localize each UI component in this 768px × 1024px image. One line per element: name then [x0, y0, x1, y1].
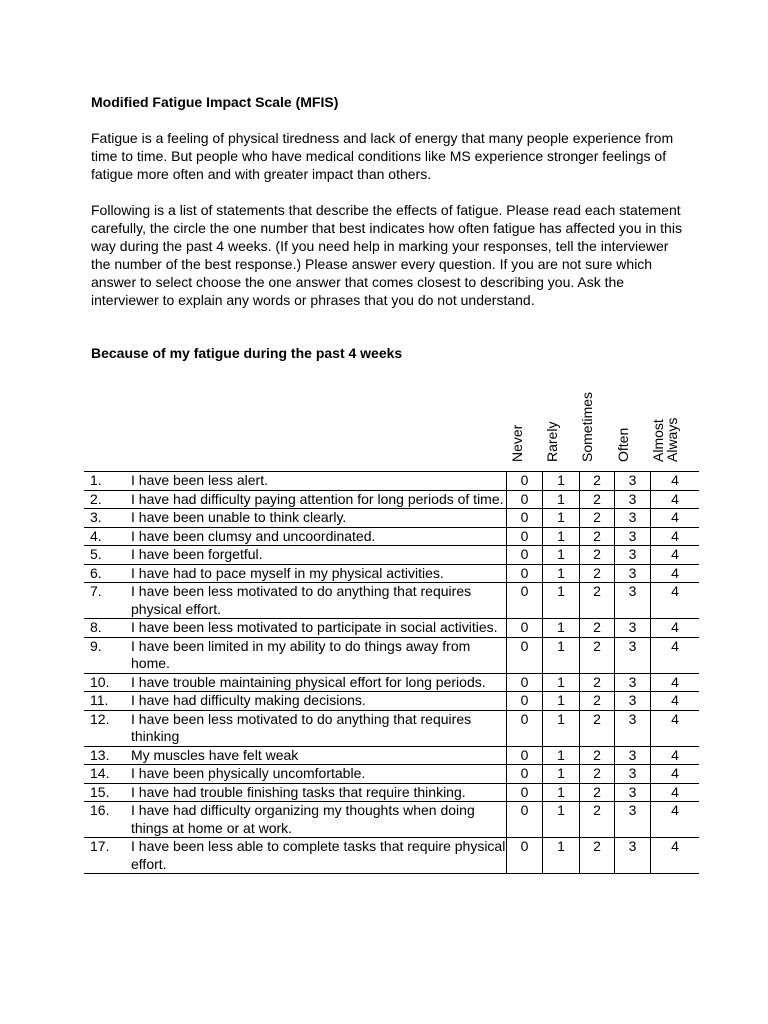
response-option-1[interactable]: 1 — [543, 746, 580, 765]
response-option-3[interactable]: 3 — [615, 583, 651, 619]
item-number: 12. — [84, 710, 131, 746]
table-row — [84, 838, 699, 874]
table-row — [84, 619, 699, 638]
response-option-1[interactable]: 1 — [543, 765, 580, 784]
item-statement: I have been less motivated to do anything that requires thinking — [131, 710, 507, 746]
response-option-2[interactable]: 2 — [580, 546, 615, 565]
response-option-2[interactable]: 2 — [580, 619, 615, 638]
response-option-3[interactable]: 3 — [615, 838, 651, 874]
response-option-3[interactable]: 3 — [615, 746, 651, 765]
response-option-3[interactable]: 3 — [615, 472, 651, 491]
response-option-3[interactable]: 3 — [615, 637, 651, 673]
response-option-1[interactable]: 1 — [543, 692, 580, 711]
response-option-0[interactable]: 0 — [507, 583, 543, 619]
response-option-0[interactable]: 0 — [507, 490, 543, 509]
response-option-0[interactable]: 0 — [507, 619, 543, 638]
response-option-1[interactable]: 1 — [543, 583, 580, 619]
response-option-3[interactable]: 3 — [615, 564, 651, 583]
item-statement: I have had trouble finishing tasks that require thinking. — [131, 783, 507, 802]
response-option-2[interactable]: 2 — [580, 527, 615, 546]
response-option-4[interactable]: 4 — [651, 490, 700, 509]
response-option-0[interactable]: 0 — [507, 710, 543, 746]
column-header-never-label: Never — [509, 424, 525, 462]
response-option-4[interactable]: 4 — [651, 710, 700, 746]
intro-paragraph: Fatigue is a feeling of physical tiredness and lack of energy that many people experience from time to time. But people who have medical conditions like MS experience stronger feelings of fatigue more often and with greater impact than others. — [91, 130, 674, 182]
item-number: 7. — [84, 583, 131, 619]
item-number: 1. — [84, 472, 131, 491]
response-option-0[interactable]: 0 — [507, 746, 543, 765]
response-option-2[interactable]: 2 — [580, 710, 615, 746]
response-option-1[interactable]: 1 — [543, 802, 580, 838]
response-option-4[interactable]: 4 — [651, 838, 700, 874]
item-number: 15. — [84, 783, 131, 802]
response-option-0[interactable]: 0 — [507, 472, 543, 491]
response-option-2[interactable]: 2 — [580, 490, 615, 509]
response-option-0[interactable]: 0 — [507, 509, 543, 528]
response-option-3[interactable]: 3 — [615, 802, 651, 838]
response-option-1[interactable]: 1 — [543, 564, 580, 583]
item-statement: I have been forgetful. — [131, 546, 507, 565]
response-option-2[interactable]: 2 — [580, 765, 615, 784]
response-option-4[interactable]: 4 — [651, 619, 700, 638]
response-option-0[interactable]: 0 — [507, 637, 543, 673]
response-option-4[interactable]: 4 — [651, 673, 700, 692]
response-option-2[interactable]: 2 — [580, 637, 615, 673]
response-option-3[interactable]: 3 — [615, 546, 651, 565]
column-header-always-label: Always — [664, 417, 680, 462]
response-option-4[interactable]: 4 — [651, 564, 700, 583]
response-option-1[interactable]: 1 — [543, 490, 580, 509]
item-statement: I have had difficulty making decisions. — [131, 692, 507, 711]
instructions-paragraph: Following is a list of statements that describe the effects of fatigue. Please read each statement carefully, the circle the one number that best indicates how often fatigue has affected you in this way during the past 4 weeks. (If you need help in marking your responses, tell the interviewer the number of the best response.) Please answer every question. If you are not sure which answer to select choose the one answer that comes closest to describing you. Ask the interviewer to explain any words or phrases that you do not understand. — [91, 202, 682, 308]
column-header-almost-label: Almost — [650, 419, 666, 462]
response-option-2[interactable]: 2 — [580, 692, 615, 711]
response-option-1[interactable]: 1 — [543, 619, 580, 638]
item-number: 16. — [84, 802, 131, 838]
response-option-0[interactable]: 0 — [507, 564, 543, 583]
response-option-1[interactable]: 1 — [543, 783, 580, 802]
response-option-2[interactable]: 2 — [580, 509, 615, 528]
item-statement: I have been clumsy and uncoordinated. — [131, 527, 507, 546]
table-row — [84, 710, 699, 746]
table-row — [84, 802, 699, 838]
response-option-4[interactable]: 4 — [651, 746, 700, 765]
response-option-2[interactable]: 2 — [580, 472, 615, 491]
response-option-4[interactable]: 4 — [651, 546, 700, 565]
table-row — [84, 637, 699, 673]
item-number: 14. — [84, 765, 131, 784]
response-option-1[interactable]: 1 — [543, 637, 580, 673]
response-option-4[interactable]: 4 — [651, 583, 700, 619]
fatigue-scale-table — [84, 471, 699, 874]
item-number: 9. — [84, 637, 131, 673]
response-option-2[interactable]: 2 — [580, 746, 615, 765]
response-option-3[interactable]: 3 — [615, 509, 651, 528]
item-statement: I have been limited in my ability to do things away from home. — [131, 637, 507, 673]
response-option-3[interactable]: 3 — [615, 765, 651, 784]
response-option-3[interactable]: 3 — [615, 783, 651, 802]
table-row — [84, 783, 699, 802]
response-option-0[interactable]: 0 — [507, 838, 543, 874]
response-option-4[interactable]: 4 — [651, 472, 700, 491]
response-option-3[interactable]: 3 — [615, 527, 651, 546]
response-option-1[interactable]: 1 — [543, 509, 580, 528]
item-number: 5. — [84, 546, 131, 565]
table-row — [84, 490, 699, 509]
response-option-3[interactable]: 3 — [615, 619, 651, 638]
item-number: 2. — [84, 490, 131, 509]
item-statement: I have had difficulty organizing my thoughts when doing things at home or at work. — [131, 802, 507, 838]
item-statement: My muscles have felt weak — [131, 746, 507, 765]
response-option-4[interactable]: 4 — [651, 527, 700, 546]
table-row — [84, 692, 699, 711]
response-option-4[interactable]: 4 — [651, 783, 700, 802]
response-option-0[interactable]: 0 — [507, 546, 543, 565]
table-row — [84, 546, 699, 565]
item-number: 6. — [84, 564, 131, 583]
response-option-1[interactable]: 1 — [543, 472, 580, 491]
table-row — [84, 765, 699, 784]
item-statement: I have been less able to complete tasks that require physical effort. — [131, 838, 506, 872]
table-row — [84, 746, 699, 765]
response-option-1[interactable]: 1 — [543, 673, 580, 692]
response-option-3[interactable]: 3 — [615, 692, 651, 711]
response-option-1[interactable]: 1 — [543, 546, 580, 565]
item-number: 8. — [84, 619, 131, 638]
section-subheading: Because of my fatigue during the past 4 weeks — [91, 345, 403, 361]
table-row — [84, 527, 699, 546]
response-option-4[interactable]: 4 — [651, 802, 700, 838]
item-number: 10. — [84, 673, 131, 692]
item-statement: I have been physically uncomfortable. — [131, 765, 507, 784]
response-option-2[interactable]: 2 — [580, 583, 615, 619]
item-number: 4. — [84, 527, 131, 546]
response-option-2[interactable]: 2 — [580, 673, 615, 692]
response-option-4[interactable]: 4 — [651, 509, 700, 528]
response-option-4[interactable]: 4 — [651, 692, 700, 711]
response-option-0[interactable]: 0 — [507, 527, 543, 546]
column-header-sometimes-label: Sometimes — [579, 391, 595, 462]
item-number: 3. — [84, 509, 131, 528]
item-statement: I have been unable to think clearly. — [131, 509, 507, 528]
response-option-2[interactable]: 2 — [580, 838, 615, 874]
response-option-0[interactable]: 0 — [507, 783, 543, 802]
response-option-4[interactable]: 4 — [651, 765, 700, 784]
item-number: 17. — [84, 838, 131, 874]
item-statement: I have had difficulty paying attention for long periods of time. — [131, 490, 507, 509]
response-option-3[interactable]: 3 — [615, 710, 651, 746]
response-option-0[interactable]: 0 — [507, 692, 543, 711]
response-option-1[interactable]: 1 — [543, 527, 580, 546]
column-header-rarely-label: Rarely — [544, 421, 560, 462]
response-option-2[interactable]: 2 — [580, 802, 615, 838]
item-statement: I have had to pace myself in my physical activities. — [131, 564, 507, 583]
table-row — [84, 673, 699, 692]
response-option-0[interactable]: 0 — [507, 765, 543, 784]
item-statement: I have been less alert. — [131, 472, 507, 491]
response-option-2[interactable]: 2 — [580, 564, 615, 583]
item-statement: I have been less motivated to do anything that requires physical effort. — [131, 583, 507, 619]
table-row — [84, 509, 699, 528]
table-row — [84, 472, 699, 491]
response-option-0[interactable]: 0 — [507, 802, 543, 838]
response-option-1[interactable]: 1 — [543, 710, 580, 746]
response-option-2[interactable]: 2 — [580, 783, 615, 802]
item-statement: I have been less motivated to participate in social activities. — [131, 619, 507, 638]
column-header-often-label: Often — [615, 427, 631, 462]
item-number: 13. — [84, 746, 131, 765]
response-option-3[interactable]: 3 — [615, 490, 651, 509]
response-option-3[interactable]: 3 — [615, 673, 651, 692]
table-row — [84, 583, 699, 619]
table-row — [84, 564, 699, 583]
response-option-1[interactable]: 1 — [543, 838, 580, 874]
form-title: Modified Fatigue Impact Scale (MFIS) — [91, 94, 339, 110]
response-option-4[interactable]: 4 — [651, 637, 700, 673]
item-statement: I have trouble maintaining physical effort for long periods. — [131, 673, 507, 692]
item-number: 11. — [84, 692, 131, 711]
response-option-0[interactable]: 0 — [507, 673, 543, 692]
